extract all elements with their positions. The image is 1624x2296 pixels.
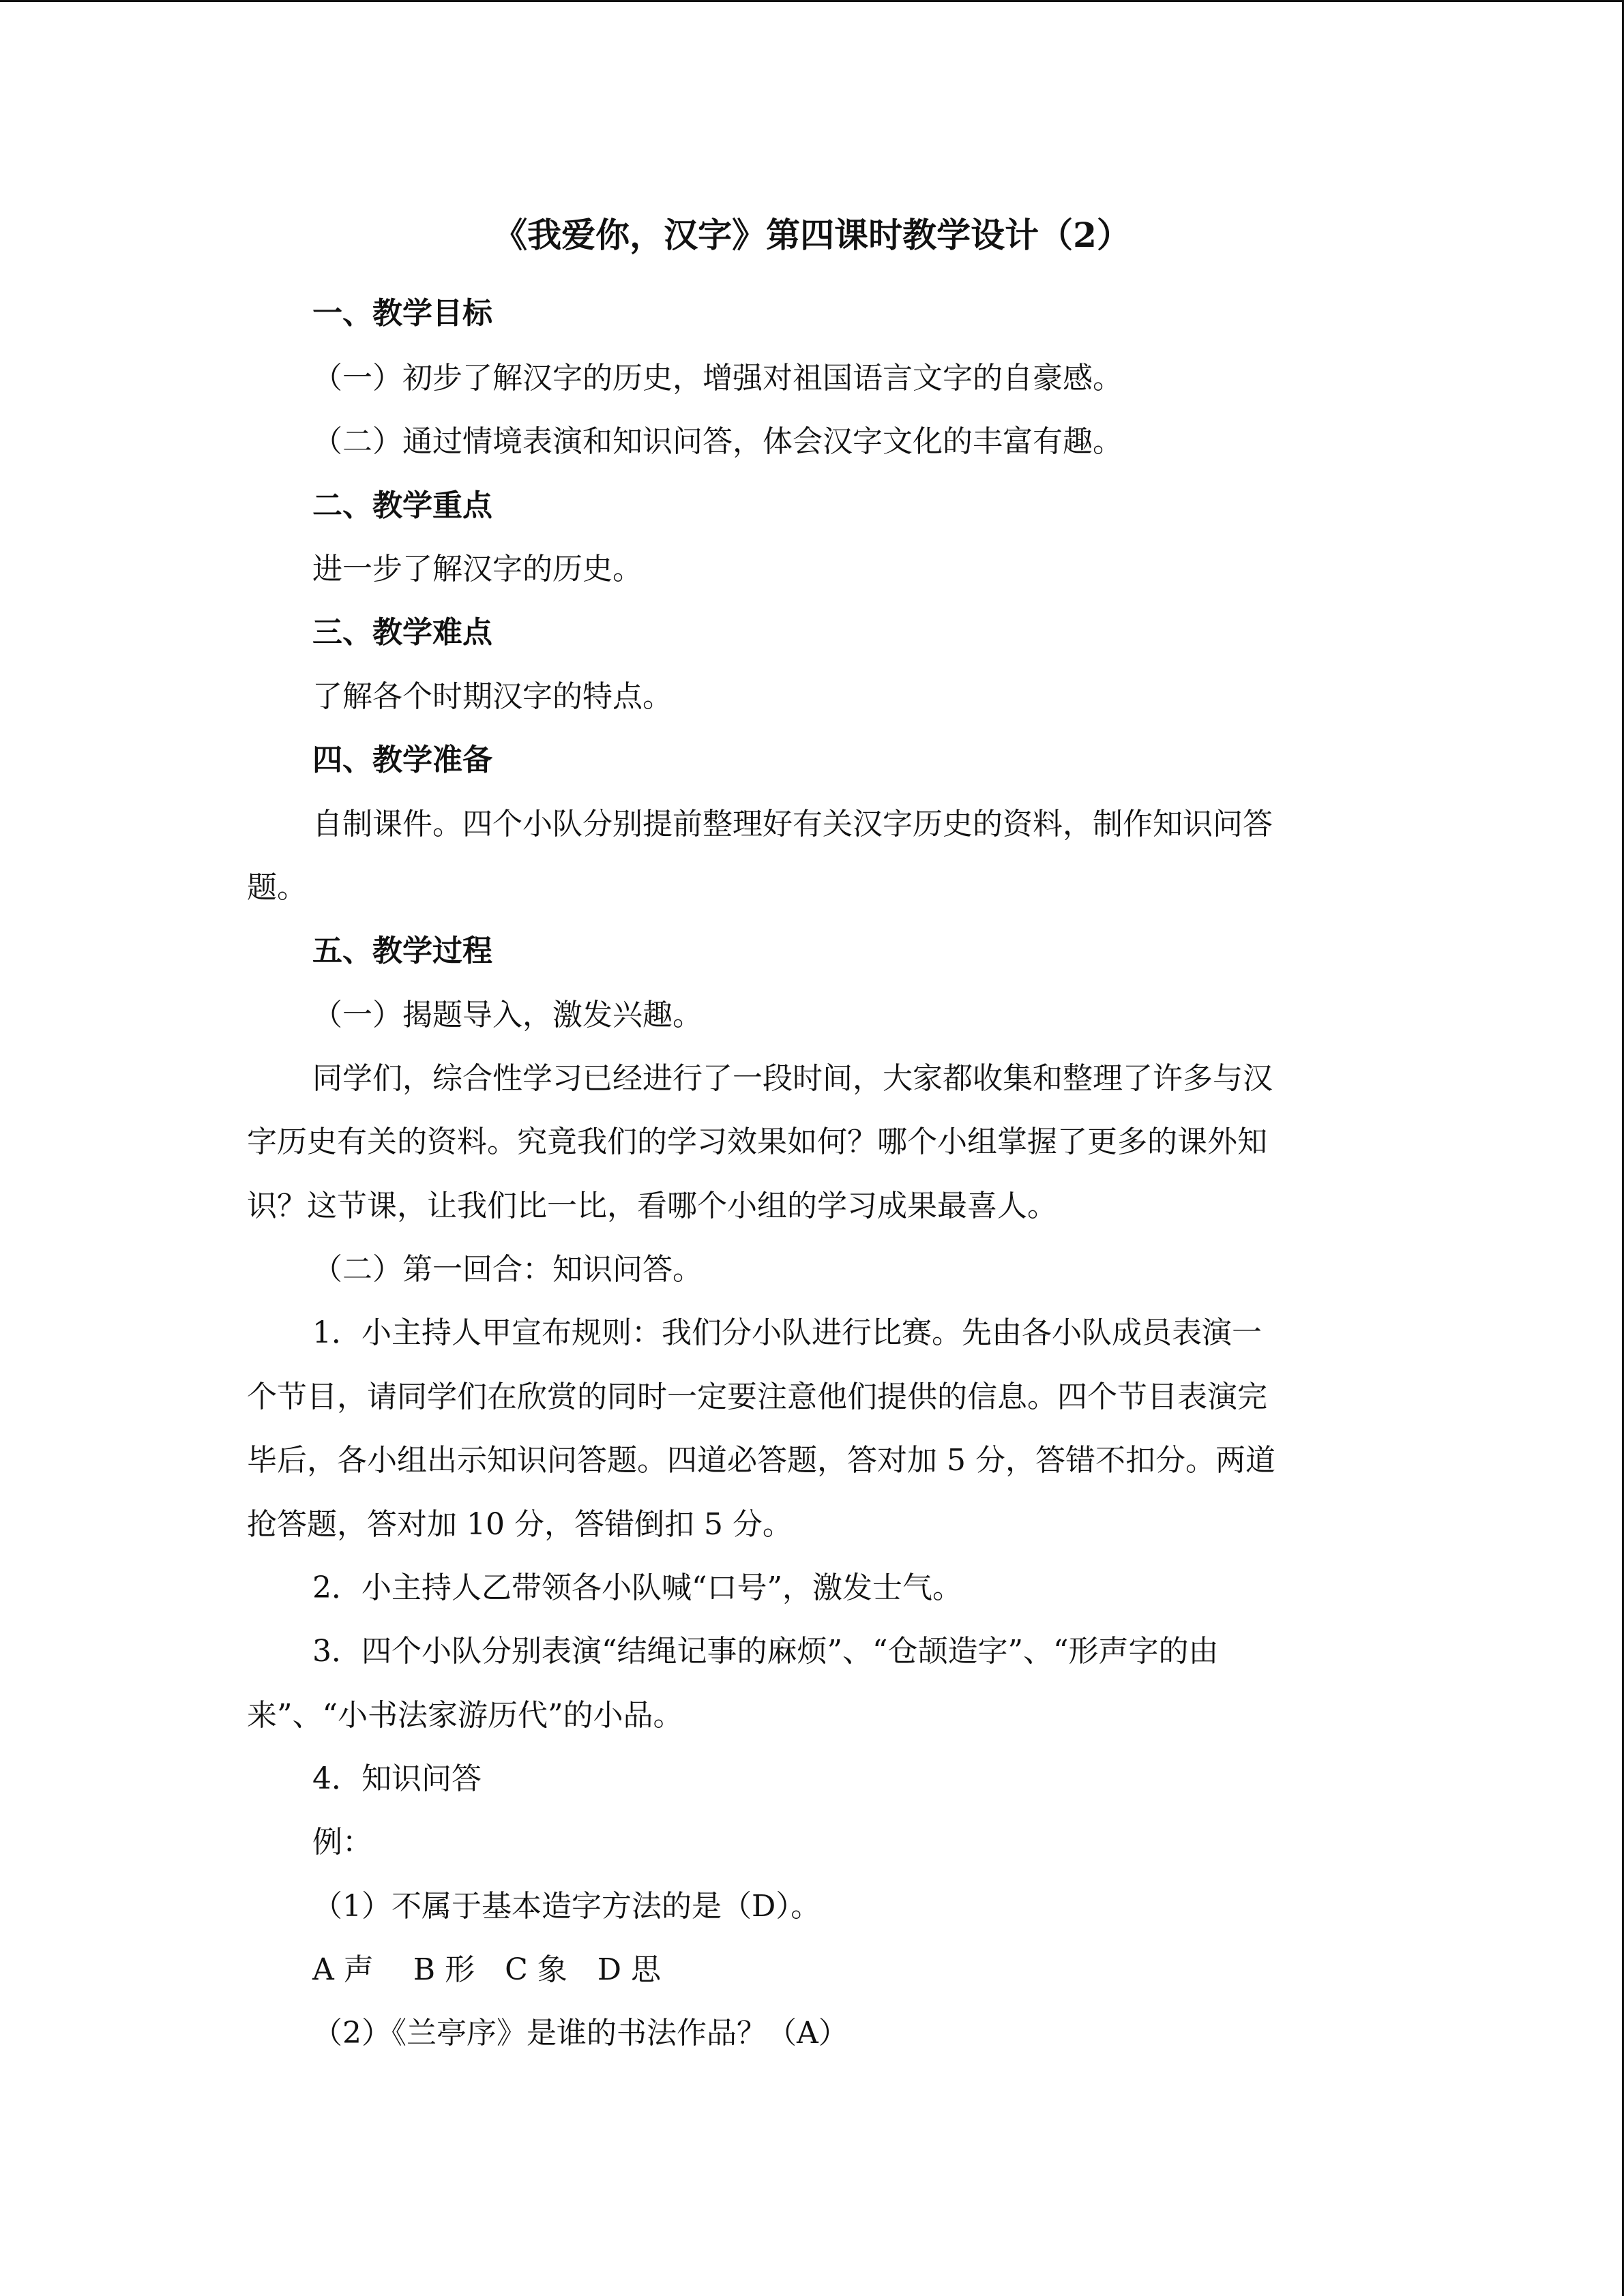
paragraph-intro-line-2: 字历史有关的资料。究竟我们的学习效果如何？哪个小组掌握了更多的课外知: [247, 1124, 1267, 1159]
heading-preparation: 四、教学准备: [312, 743, 492, 777]
heading-process: 五、教学过程: [312, 934, 492, 968]
page-title: 《我爱你，汉字》第四课时教学设计（2）: [493, 215, 1131, 255]
heading-difficulties: 三、教学难点: [312, 615, 492, 650]
rule-item-3-line-1: 3．四个小队分别表演“结绳记事的麻烦”、“仓颉造字”、“形声字的由: [312, 1634, 1219, 1669]
heading-key-points: 二、教学重点: [312, 488, 492, 523]
question-2: （2）《兰亭序》是谁的书法作品？（A）: [312, 2016, 848, 2051]
goal-2: （二）通过情境表演和知识问答，体会汉字文化的丰富有趣。: [312, 424, 1123, 459]
question-1-options: A 声 B 形 C 象 D 思: [312, 1952, 661, 1987]
heading-teaching-goals: 一、教学目标: [312, 296, 492, 331]
difficulty-text: 了解各个时期汉字的特点。: [312, 679, 673, 714]
rule-item-2: 2．小主持人乙带领各小队喊“口号”，激发士气。: [312, 1570, 962, 1605]
rule-item-1-line-1: 1．小主持人甲宣布规则：我们分小队进行比赛。先由各小队成员表演一: [312, 1315, 1262, 1350]
paragraph-intro-line-1: 同学们，综合性学习已经进行了一段时间，大家都收集和整理了许多与汉: [312, 1061, 1273, 1096]
goal-1: （一）初步了解汉字的历史，增强对祖国语言文字的自豪感。: [312, 361, 1123, 396]
rule-item-1-line-2: 个节目，请同学们在欣赏的同时一定要注意他们提供的信息。四个节目表演完: [247, 1380, 1267, 1414]
rule-item-1-line-4: 抢答题，答对加 10 分，答错倒扣 5 分。: [247, 1507, 793, 1542]
rule-item-1-line-3: 毕后，各小组出示知识问答题。四道必答题，答对加 5 分，答错不扣分。两道: [247, 1443, 1275, 1478]
rule-item-3-line-2: 来”、“小书法家游历代”的小品。: [247, 1698, 683, 1733]
paragraph-intro-line-3: 识？这节课，让我们比一比，看哪个小组的学习成果最喜人。: [247, 1189, 1057, 1223]
preparation-line-2: 题。: [247, 870, 307, 905]
key-point-text: 进一步了解汉字的历史。: [312, 552, 643, 586]
example-label: 例：: [312, 1825, 372, 1860]
preparation-line-1: 自制课件。四个小队分别提前整理好有关汉字历史的资料，制作知识问答: [312, 807, 1273, 841]
question-1: （1）不属于基本造字方法的是（D）。: [312, 1889, 821, 1924]
page-border-top: [0, 0, 1624, 2]
process-step-2-heading: （二）第一回合：知识问答。: [312, 1252, 703, 1287]
rule-item-4: 4．知识问答: [312, 1761, 482, 1796]
process-step-1-heading: （一）揭题导入，激发兴趣。: [312, 998, 703, 1032]
